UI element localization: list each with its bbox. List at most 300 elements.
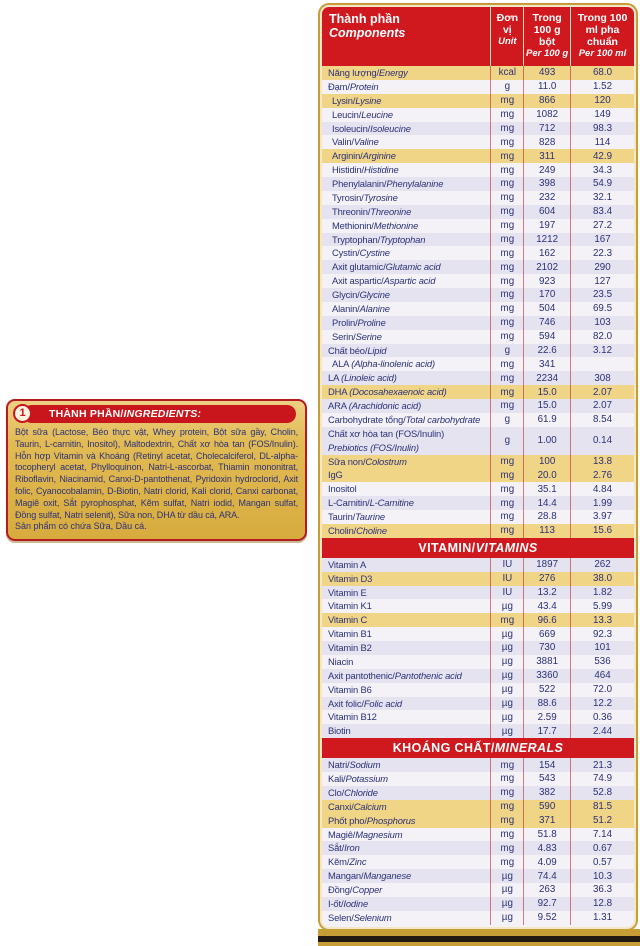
cell-per100ml: 68.0 <box>570 66 634 80</box>
table-row <box>322 108 634 122</box>
cell-unit: mg <box>490 233 523 247</box>
header-col-unit: Đơn vị Unit <box>490 7 523 66</box>
cell-unit: mg <box>490 357 523 371</box>
cell-component: Vitamin C <box>328 614 368 626</box>
table-row <box>322 855 634 869</box>
cell-per100g: 371 <box>523 814 570 828</box>
cell-unit: mg <box>490 177 523 191</box>
cell-per100ml: 149 <box>570 108 634 122</box>
table-row <box>322 669 634 683</box>
cell-per100ml: 34.3 <box>570 163 634 177</box>
table-row <box>322 814 634 828</box>
cell-per100ml: 54.9 <box>570 177 634 191</box>
cell-per100g: 4.83 <box>523 841 570 855</box>
cell-per100ml: 12.2 <box>570 697 634 711</box>
cell-per100ml: 21.3 <box>570 758 634 772</box>
cell-per100g: 263 <box>523 883 570 897</box>
cell-component: Biotin <box>328 725 351 737</box>
table-row <box>322 572 634 586</box>
cell-per100g: 311 <box>523 149 570 163</box>
cell-per100ml: 5.99 <box>570 599 634 613</box>
cell-per100g: 61.9 <box>523 413 570 427</box>
table-row <box>322 233 634 247</box>
cell-component: Vitamin B12 <box>328 711 377 723</box>
cell-per100g: 3881 <box>523 655 570 669</box>
cell-component: Clo/Chloride <box>328 786 378 798</box>
cell-per100ml: 103 <box>570 316 634 330</box>
table-row <box>322 496 634 510</box>
table-row <box>322 260 634 274</box>
cell-per100g: 4.09 <box>523 855 570 869</box>
cell-unit: µg <box>490 883 523 897</box>
cell-per100ml: 69.5 <box>570 302 634 316</box>
cell-unit: mg <box>490 205 523 219</box>
cell-component: Valin/Valine <box>332 136 379 148</box>
cell-unit: mg <box>490 524 523 538</box>
cell-component: Chất béo/Lipid <box>328 344 387 356</box>
table-row <box>322 66 634 80</box>
cell-component: Glycin/Glycine <box>332 289 390 300</box>
table-row <box>322 697 634 711</box>
cell-per100ml: 1.31 <box>570 911 634 925</box>
cell-per100ml: 15.6 <box>570 524 634 538</box>
cell-per100ml: 8.54 <box>570 413 634 427</box>
table-row <box>322 205 634 219</box>
cell-per100ml: 38.0 <box>570 572 634 586</box>
cell-unit: mg <box>490 613 523 627</box>
cell-per100ml: 167 <box>570 233 634 247</box>
table-row <box>322 772 634 786</box>
cell-per100ml: 98.3 <box>570 122 634 136</box>
cell-component: L-Carnitin/L-Carnitine <box>328 497 414 509</box>
cell-unit: g <box>490 80 523 94</box>
cell-component: Vitamin E <box>328 586 367 598</box>
cell-unit: mg <box>490 841 523 855</box>
table-row <box>322 655 634 669</box>
cell-component: I-ốt/Iodine <box>328 897 369 909</box>
table-row <box>322 274 634 288</box>
cell-unit: mg <box>490 496 523 510</box>
cell-unit: µg <box>490 897 523 911</box>
cell-per100ml: 1.99 <box>570 496 634 510</box>
cell-component: Leucin/Leucine <box>332 108 393 120</box>
table-row <box>322 613 634 627</box>
cell-component: Sắt/Iron <box>328 842 360 854</box>
cell-per100ml: 10.3 <box>570 869 634 883</box>
cell-per100g: 1212 <box>523 233 570 247</box>
cell-component: IgG <box>328 469 343 481</box>
table-row <box>322 869 634 883</box>
table-row <box>322 163 634 177</box>
cell-per100ml: 36.3 <box>570 883 634 897</box>
nutrition-table-inner <box>320 5 636 929</box>
header-col-per100g: Trong 100 g bột Per 100 g <box>523 7 570 66</box>
cell-unit: µg <box>490 655 523 669</box>
cell-unit: kcal <box>490 66 523 80</box>
cell-per100g: 96.6 <box>523 613 570 627</box>
cell-unit: µg <box>490 669 523 683</box>
section-header-vitamins: VITAMIN/VITAMINS <box>322 538 634 558</box>
cell-unit: µg <box>490 599 523 613</box>
cell-per100g: 341 <box>523 357 570 371</box>
cell-per100ml: 82.0 <box>570 330 634 344</box>
package-edge-strip <box>318 929 640 946</box>
cell-unit: mg <box>490 510 523 524</box>
cell-component: Niacin <box>328 655 354 667</box>
cell-per100ml: 83.4 <box>570 205 634 219</box>
cell-per100g: 13.2 <box>523 586 570 600</box>
table-row <box>322 80 634 94</box>
cell-per100g: 730 <box>523 641 570 655</box>
cell-per100g: 35.1 <box>523 482 570 496</box>
cell-per100g: 3360 <box>523 669 570 683</box>
ingredients-text: Bột sữa (Lactose, Béo thực vật, Whey protein, Bột sữa gầy, Cholin, Taurin, L-carnitin, Inositol), Maltodextrin, Chất xơ hòa tan (FOS/Inulin). Hỗn hợp Vitamin và Khoáng (Retinyl acetat, Cholecalciferol, DL-alpha-tocopheryl acetat, Phylloquinon, Natri-L-ascorbat, Thiamin mononitrat, Riboflavin, Niacinamid, Canxi-D-pantothenat, Pyridoxin hydroclorid, Axit folic, Cyanocobalamin, D-Biotin, Natri clorid, Kali clorid, Canxi carbonat, Magiê oxit, Sắt pyrophosphat, Kẽm sulfat, Natri iodid, Mangan sulfat, Đồng sulfat, Natri selenit), Sữa non, DHA từ dầu cá, ARA. <box>15 427 298 520</box>
cell-per100ml: 27.2 <box>570 219 634 233</box>
cell-per100g: 590 <box>523 800 570 814</box>
table-row <box>322 524 634 538</box>
cell-unit: mg <box>490 246 523 260</box>
table-row <box>322 586 634 600</box>
ingredients-title: THÀNH PHẦN/INGREDIENTS: <box>49 408 202 420</box>
cell-per100ml: 23.5 <box>570 288 634 302</box>
ingredients-box <box>6 399 307 541</box>
cell-per100g: 170 <box>523 288 570 302</box>
cell-component: Histidin/Histidine <box>332 164 399 176</box>
cell-per100g: 1897 <box>523 558 570 572</box>
section-header-minerals: KHOÁNG CHẤT/MINERALS <box>322 738 634 758</box>
cell-per100ml: 92.3 <box>570 627 634 641</box>
cell-unit: µg <box>490 641 523 655</box>
cell-per100g: 866 <box>523 94 570 108</box>
header-col-per100ml: Trong 100 ml pha chuẩn Per 100 ml <box>570 7 634 66</box>
cell-per100ml: 52.8 <box>570 786 634 800</box>
cell-per100ml: 7.14 <box>570 828 634 842</box>
table-row <box>322 828 634 842</box>
cell-unit: IU <box>490 586 523 600</box>
cell-component: ALA (Alpha-linolenic acid) <box>332 358 435 370</box>
cell-per100g: 15.0 <box>523 385 570 399</box>
table-row <box>322 344 634 358</box>
cell-per100g: 17.7 <box>523 724 570 738</box>
cell-unit: mg <box>490 122 523 136</box>
cell-component: Vitamin K1 <box>328 600 372 612</box>
cell-unit: mg <box>490 108 523 122</box>
cell-component: Axit pantothenic/Pantothenic acid <box>328 669 462 681</box>
cell-per100g: 162 <box>523 246 570 260</box>
cell-unit: mg <box>490 772 523 786</box>
table-row <box>322 800 634 814</box>
cell-unit: mg <box>490 191 523 205</box>
cell-per100ml <box>570 357 634 371</box>
table-row <box>322 399 634 413</box>
cell-component: Sữa non/Colostrum <box>328 455 407 467</box>
cell-component: ARA (Arachidonic acid) <box>328 400 422 411</box>
cell-component: Kẽm/Zinc <box>328 856 367 868</box>
cell-unit: mg <box>490 399 523 413</box>
cell-component: Phốt pho/Phosphorus <box>328 814 416 826</box>
cell-unit: mg <box>490 468 523 482</box>
cell-per100ml: 0.36 <box>570 710 634 724</box>
cell-per100ml: 127 <box>570 274 634 288</box>
cell-unit: mg <box>490 135 523 149</box>
table-row <box>322 455 634 469</box>
cell-per100g: 43.4 <box>523 599 570 613</box>
cell-component: Alanin/Alanine <box>332 302 390 314</box>
table-row <box>322 897 634 911</box>
cell-per100g: 2234 <box>523 371 570 385</box>
cell-unit: g <box>490 427 523 455</box>
cell-per100g: 28.8 <box>523 510 570 524</box>
ingredients-note: Sản phẩm có chứa Sữa, Dầu cá. <box>15 521 147 532</box>
cell-per100ml: 22.3 <box>570 246 634 260</box>
cell-component: Vitamin B6 <box>328 683 372 695</box>
cell-per100g: 1082 <box>523 108 570 122</box>
cell-unit: mg <box>490 149 523 163</box>
cell-component: Magiê/Magnesium <box>328 828 403 840</box>
cell-unit: mg <box>490 385 523 399</box>
cell-unit: g <box>490 344 523 358</box>
cell-component: Canxi/Calcium <box>328 800 387 812</box>
cell-per100ml: 114 <box>570 135 634 149</box>
cell-per100ml: 3.12 <box>570 344 634 358</box>
cell-per100g: 88.6 <box>523 697 570 711</box>
cell-per100g: 669 <box>523 627 570 641</box>
cell-unit: µg <box>490 869 523 883</box>
table-row <box>322 357 634 371</box>
cell-per100g: 14.4 <box>523 496 570 510</box>
cell-per100g: 100 <box>523 455 570 469</box>
cell-component: Vitamin D3 <box>328 572 373 584</box>
cell-unit: mg <box>490 828 523 842</box>
cell-component: Phenylalanin/Phenylalanine <box>332 178 444 189</box>
cell-per100g: 9.52 <box>523 911 570 925</box>
cell-per100g: 22.6 <box>523 344 570 358</box>
cell-per100g: 154 <box>523 758 570 772</box>
cell-unit: mg <box>490 800 523 814</box>
cell-unit: µg <box>490 683 523 697</box>
cell-per100g: 504 <box>523 302 570 316</box>
table-row <box>322 641 634 655</box>
cell-component: Vitamin B2 <box>328 642 372 653</box>
cell-unit: mg <box>490 814 523 828</box>
cell-per100ml: 13.8 <box>570 455 634 469</box>
table-row <box>322 122 634 136</box>
cell-component: Carbohydrate tổng/Total carbohydrate <box>328 413 481 425</box>
cell-unit: mg <box>490 371 523 385</box>
cell-per100g: 604 <box>523 205 570 219</box>
cell-per100g: 74.4 <box>523 869 570 883</box>
cell-per100ml: 120 <box>570 94 634 108</box>
table-row <box>322 427 634 455</box>
cell-component: Đồng/Copper <box>328 884 383 895</box>
table-row <box>322 510 634 524</box>
cell-per100g: 11.0 <box>523 80 570 94</box>
cell-per100g: 594 <box>523 330 570 344</box>
cell-per100ml: 0.67 <box>570 841 634 855</box>
cell-per100ml: 3.97 <box>570 510 634 524</box>
cell-per100ml: 262 <box>570 558 634 572</box>
table-row <box>322 841 634 855</box>
table-row <box>322 724 634 738</box>
cell-component: Axit glutamic/Glutamic acid <box>332 261 441 273</box>
table-row <box>322 316 634 330</box>
cell-component: Lysin/Lysine <box>332 94 382 106</box>
cell-per100ml: 2.44 <box>570 724 634 738</box>
cell-per100g: 92.7 <box>523 897 570 911</box>
table-row <box>322 330 634 344</box>
cell-unit: mg <box>490 274 523 288</box>
cell-component: Natri/Sodium <box>328 759 381 771</box>
cell-component: Tryptophan/Tryptophan <box>332 233 426 245</box>
cell-unit: mg <box>490 163 523 177</box>
cell-per100ml: 13.3 <box>570 613 634 627</box>
cell-unit: µg <box>490 724 523 738</box>
cell-per100ml: 32.1 <box>570 191 634 205</box>
cell-component: Isoleucin/Isoleucine <box>332 122 411 134</box>
ingredients-header-bar <box>19 405 296 423</box>
cell-unit: mg <box>490 94 523 108</box>
nutrition-table <box>318 3 638 931</box>
cell-per100g: 113 <box>523 524 570 538</box>
table-row <box>322 883 634 897</box>
table-row <box>322 302 634 316</box>
cell-per100ml: 464 <box>570 669 634 683</box>
cell-per100g: 20.0 <box>523 468 570 482</box>
cell-per100g: 543 <box>523 772 570 786</box>
cell-per100g: 493 <box>523 66 570 80</box>
cell-unit: mg <box>490 316 523 330</box>
cell-per100g: 398 <box>523 177 570 191</box>
table-row <box>322 482 634 496</box>
cell-unit: µg <box>490 911 523 925</box>
cell-per100g: 1.00 <box>523 427 570 455</box>
cell-per100ml: 1.82 <box>570 586 634 600</box>
table-row <box>322 219 634 233</box>
cell-component: Tyrosin/Tyrosine <box>332 191 398 203</box>
cell-per100g: 746 <box>523 316 570 330</box>
cell-unit: mg <box>490 786 523 800</box>
cell-component: Arginin/Arginine <box>332 150 396 162</box>
table-row <box>322 94 634 108</box>
cell-per100g: 712 <box>523 122 570 136</box>
table-row <box>322 413 634 427</box>
cell-unit: g <box>490 413 523 427</box>
cell-component: Năng lượng/Energy <box>328 67 408 78</box>
ingredients-number-badge: 1 <box>13 404 32 423</box>
table-row <box>322 288 634 302</box>
cell-per100ml: 308 <box>570 371 634 385</box>
cell-per100ml: 1.52 <box>570 80 634 94</box>
cell-component: Taurin/Taurine <box>328 511 385 522</box>
cell-per100ml: 2.76 <box>570 468 634 482</box>
cell-per100ml: 4.84 <box>570 482 634 496</box>
cell-unit: mg <box>490 455 523 469</box>
cell-unit: µg <box>490 697 523 711</box>
cell-unit: mg <box>490 855 523 869</box>
cell-component: Đạm/Protein <box>328 80 379 92</box>
cell-component: Cystin/Cystine <box>332 247 390 259</box>
table-row <box>322 191 634 205</box>
cell-per100ml: 12.8 <box>570 897 634 911</box>
cell-per100ml: 0.57 <box>570 855 634 869</box>
cell-unit: mg <box>490 219 523 233</box>
cell-per100ml: 72.0 <box>570 683 634 697</box>
cell-unit: mg <box>490 260 523 274</box>
cell-per100g: 2102 <box>523 260 570 274</box>
cell-unit: mg <box>490 482 523 496</box>
cell-component: Axit aspartic/Aspartic acid <box>332 275 436 287</box>
table-row <box>322 599 634 613</box>
cell-component: Serin/Serine <box>332 330 382 342</box>
table-row <box>322 710 634 724</box>
cell-per100ml: 42.9 <box>570 149 634 163</box>
cell-per100g: 828 <box>523 135 570 149</box>
table-body <box>322 66 634 925</box>
package-edge-line <box>318 936 640 942</box>
cell-component: Chất xơ hòa tan (FOS/Inulin) Prebiotics (FOS/Inulin) <box>328 427 445 453</box>
cell-per100g: 2.59 <box>523 710 570 724</box>
table-row <box>322 758 634 772</box>
table-row <box>322 135 634 149</box>
cell-per100ml: 0.14 <box>570 427 634 455</box>
cell-component: Cholin/Choline <box>328 524 387 536</box>
cell-per100ml: 51.2 <box>570 814 634 828</box>
cell-component: Kali/Potassium <box>328 773 388 784</box>
cell-per100ml: 2.07 <box>570 399 634 413</box>
header-col-components: Thành phần Components <box>329 12 406 40</box>
cell-component: Methionin/Methionine <box>332 219 419 231</box>
cell-per100ml: 2.07 <box>570 385 634 399</box>
cell-per100ml: 290 <box>570 260 634 274</box>
cell-per100g: 923 <box>523 274 570 288</box>
cell-per100g: 249 <box>523 163 570 177</box>
table-row <box>322 371 634 385</box>
cell-per100g: 197 <box>523 219 570 233</box>
table-row <box>322 627 634 641</box>
cell-component: Inositol <box>328 483 357 495</box>
cell-per100ml: 74.9 <box>570 772 634 786</box>
table-row <box>322 149 634 163</box>
table-row <box>322 468 634 482</box>
cell-component: Vitamin B1 <box>328 628 372 640</box>
cell-component: Mangan/Manganese <box>328 870 412 882</box>
table-row <box>322 786 634 800</box>
cell-unit: IU <box>490 572 523 586</box>
cell-per100g: 382 <box>523 786 570 800</box>
table-row <box>322 385 634 399</box>
cell-unit: µg <box>490 627 523 641</box>
cell-unit: mg <box>490 288 523 302</box>
cell-unit: mg <box>490 758 523 772</box>
cell-per100ml: 81.5 <box>570 800 634 814</box>
table-row <box>322 683 634 697</box>
cell-per100ml: 536 <box>570 655 634 669</box>
cell-per100g: 51.8 <box>523 828 570 842</box>
cell-unit: IU <box>490 558 523 572</box>
table-row <box>322 558 634 572</box>
table-row <box>322 177 634 191</box>
cell-unit: mg <box>490 330 523 344</box>
cell-component: LA (Linoleic acid) <box>328 372 397 384</box>
cell-component: DHA (Docosahexaenoic acid) <box>328 386 447 398</box>
cell-component: Threonin/Threonine <box>332 205 412 217</box>
table-row <box>322 246 634 260</box>
cell-component: Axit folic/Folic acid <box>328 697 402 709</box>
cell-per100g: 276 <box>523 572 570 586</box>
table-header <box>322 7 634 66</box>
cell-per100g: 522 <box>523 683 570 697</box>
cell-unit: µg <box>490 710 523 724</box>
